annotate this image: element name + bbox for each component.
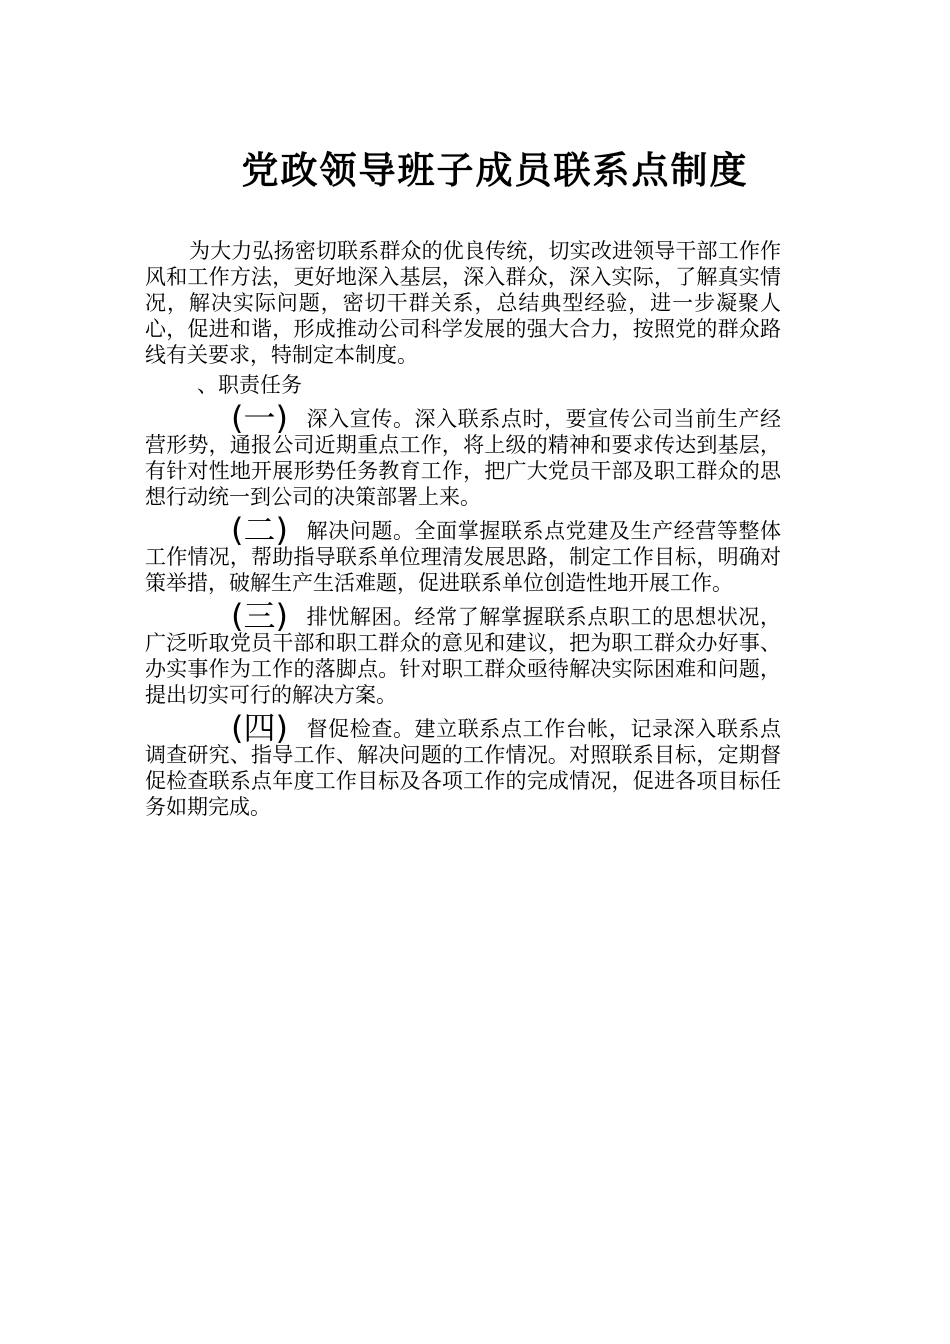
- item-number: (四): [231, 709, 288, 747]
- duty-item-4: [145, 709, 781, 820]
- duty-item-1: [145, 399, 781, 510]
- duty-item-3: [145, 597, 781, 708]
- item-text: 解决问题。全面掌握联系点党建及生产经营等整体工作情况，帮助指导联系单位理清发展思路，制定工作目标，明确对策举措，破解生产生活难题，促进联系单位创造性地开展工作。: [145, 519, 781, 595]
- item-text: 深入宣传。深入联系点时，要宣传公司当前生产经营形势，通报公司近期重点工作，将上级的精神和要求传达到基层，有针对性地开展形势任务教育工作，把广大党员干部及职工群众的思想行动统一到公司的决策部署上来。: [145, 407, 781, 509]
- item-number: (三): [231, 597, 288, 635]
- duty-item-2: [145, 511, 781, 596]
- document-title: 党政领导班子成员联系点制度: [241, 148, 749, 192]
- item-text: 督促检查。建立联系点工作台帐，记录深入联系点调查研究、指导工作、解决问题的工作情况。对照联系目标，定期督促检查联系点年度工作目标及各项工作的完成情况，促进各项目标任务如期完成。: [145, 717, 781, 819]
- item-text: 排忧解困。经常了解掌握联系点职工的思想状况，广泛听取党员干部和职工群众的意见和建议，把为职工群众办好事、办实事作为工作的落脚点。针对职工群众亟待解决实际困难和问题，提出切实可行的解决方案。: [145, 605, 781, 707]
- intro-paragraph: 为大力弘扬密切联系群众的优良传统，切实改进领导干部工作作风和工作方法，更好地深入基层，深入群众，深入实际，了解真实情况，解决实际问题，密切干群关系，总结典型经验，进一步凝聚人心，促进和谐，形成推动公司科学发展的强大合力，按照党的群众路线有关要求，特制定本制度。: [145, 239, 781, 367]
- document-body: [145, 238, 781, 820]
- section-heading: 、职责任务: [197, 373, 302, 397]
- item-number: (二): [231, 511, 288, 549]
- item-number: (一): [231, 399, 288, 437]
